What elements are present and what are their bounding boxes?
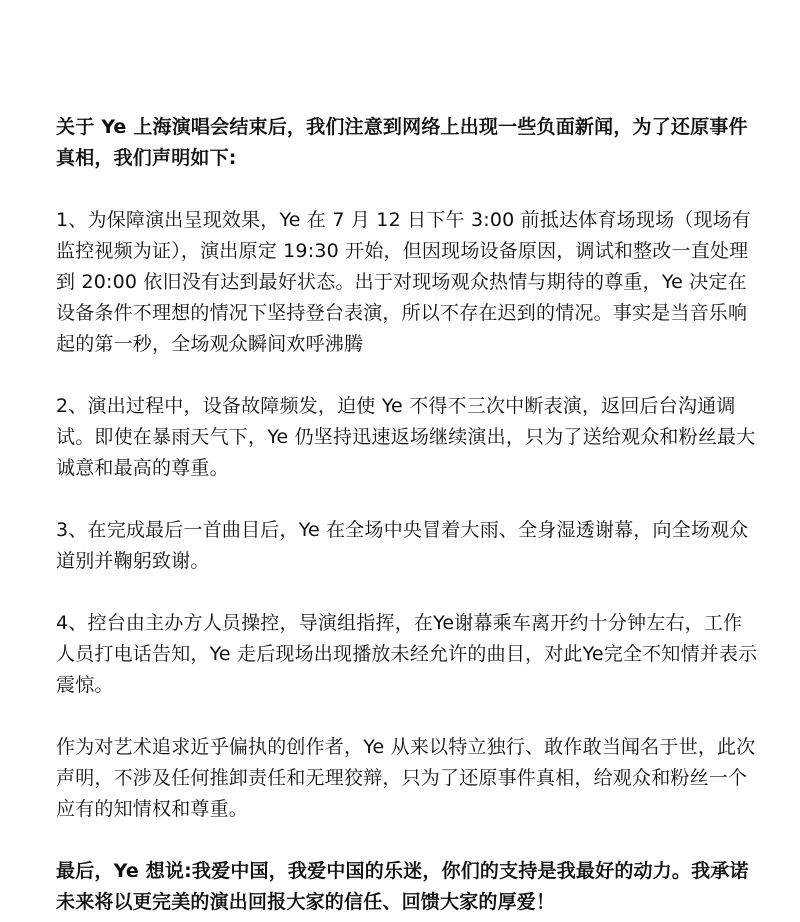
statement-point-3: 3、在完成最后一首曲目后，Ye 在全场中央冒着大雨、全身湿透谢幕，向全场观众道别并鞠躬致谢。 xyxy=(56,519,749,572)
statement-point-4: 4、控台由主办方人员操控，导演组指挥，在Ye谢幕乘车离开约十分钟左右，工作人员打电话告知，Ye 走后现场出现播放未经允许的曲目，对此Ye完全不知情并表示震惊。 xyxy=(56,612,758,696)
paragraph-gap xyxy=(56,484,760,515)
paragraph-gap xyxy=(56,577,760,608)
statement-intro: 关于 Ye 上海演唱会结束后，我们注意到网络上出现一些负面新闻，为了还原事件真相，我们声明如下: xyxy=(56,116,748,169)
statement-point-2: 2、演出过程中，设备故障频发，迫使 Ye 不得不三次中断表演，返回后台沟通调试。即使在暴雨天气下，Ye 仍坚持迅速返场继续演出，只为了送给观众和粉丝最大诚意和最高的尊重。 xyxy=(56,395,756,479)
paragraph-gap xyxy=(56,701,760,732)
statement-final: 最后，Ye 想说:我爱中国，我爱中国的乐迷，你们的支持是我最好的动力。我承诺未来将以更完美的演出回报大家的信任、回馈大家的厚爱！ xyxy=(56,860,749,913)
statement-point-1: 1、为保障演出呈现效果，Ye 在 7 月 12 日下午 3:00 前抵达体育场现场（现场有监控视频为证），演出原定 19:30 开始，但因现场设备原因，调试和整改一直处理到 20:00 依旧没有达到最好状态。出于对现场观众热情与期待的尊重，Ye 决定在设备条件不理想的情况下坚持登台表演，所以不存在迟到的情况。事实是当音乐响起的第一秒，全场观众瞬间欢呼沸腾 xyxy=(56,209,752,355)
paragraph-gap xyxy=(56,174,760,205)
statement-closing: 作为对艺术追求近乎偏执的创作者，Ye 从来以特立独行、敢作敢当闻名于世，此次声明，不涉及任何推卸责任和无理狡辩，只为了还原事件真相，给观众和粉丝一个应有的知情权和尊重。 xyxy=(56,736,756,820)
paragraph-gap xyxy=(56,360,760,391)
paragraph-gap xyxy=(56,825,760,856)
